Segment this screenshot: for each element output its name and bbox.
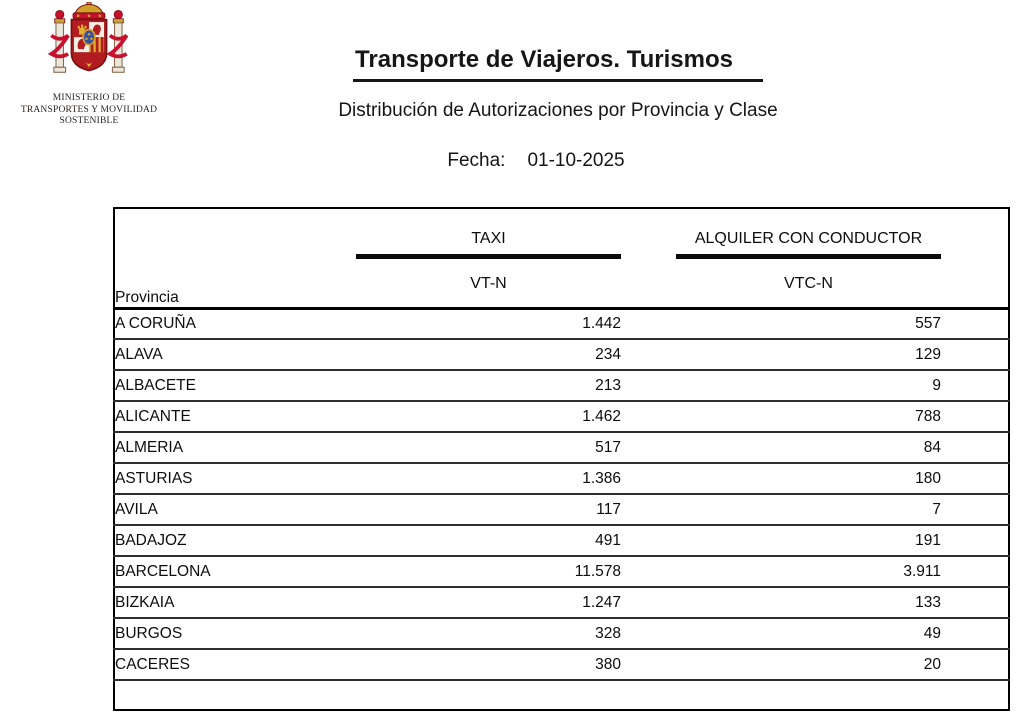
column-header-vt-n: VT-N xyxy=(470,275,507,292)
vt-n-cell: 491 xyxy=(595,531,621,549)
vtc-n-cell: 20 xyxy=(923,655,941,673)
ministry-name-line2: TRANSPORTES Y MOVILIDAD xyxy=(20,104,158,115)
column-header-vtc-n: VTC-N xyxy=(784,275,833,292)
ministry-name-line1: MINISTERIO DE xyxy=(52,93,126,103)
vtc-group-underline xyxy=(676,254,941,259)
table-row xyxy=(114,432,1009,463)
table-header-row xyxy=(114,208,1009,308)
province-cell: ALAVA xyxy=(115,345,163,363)
vt-n-cell: 213 xyxy=(595,376,621,394)
table-row xyxy=(114,556,1009,587)
vt-n-cell: 328 xyxy=(595,624,621,642)
province-cell: BARCELONA xyxy=(115,562,211,580)
vtc-n-cell: 180 xyxy=(915,469,941,487)
vt-n-cell: 11.578 xyxy=(574,562,621,580)
vtc-n-cell: 788 xyxy=(915,407,941,425)
table-row xyxy=(114,401,1009,432)
date-line xyxy=(28,150,1016,172)
table-row xyxy=(114,308,1009,339)
table-row xyxy=(114,494,1009,525)
province-cell: AVILA xyxy=(115,500,158,518)
vtc-n-cell: 49 xyxy=(923,624,941,642)
column-header-provincia: Provincia xyxy=(115,288,179,306)
vt-n-cell: 117 xyxy=(596,500,621,518)
ministry-name-line3: SOSTENIBLE xyxy=(59,116,119,126)
province-cell: A CORUÑA xyxy=(115,314,196,332)
vtc-n-cell: 3.911 xyxy=(903,562,941,580)
taxi-group-label: TAXI xyxy=(471,230,506,247)
province-cell: ALMERIA xyxy=(115,438,184,456)
page-subtitle: Distribución de Autorizaciones por Provincia y Clase xyxy=(338,100,778,121)
vtc-n-cell: 129 xyxy=(915,345,941,363)
vtc-n-cell: 9 xyxy=(932,376,941,394)
vtc-group-label: ALQUILER CON CONDUCTOR xyxy=(694,230,923,247)
vtc-n-cell: 133 xyxy=(915,593,941,611)
authorizations-table xyxy=(113,207,1010,711)
table-row xyxy=(114,339,1009,370)
vt-n-cell: 1.462 xyxy=(582,407,621,425)
table-row xyxy=(114,618,1009,649)
page-title: Transporte de Viajeros. Turismos xyxy=(353,46,763,82)
vt-n-cell: 1.442 xyxy=(582,314,621,332)
province-cell: ALBACETE xyxy=(115,376,196,394)
vt-n-cell: 1.386 xyxy=(582,469,621,487)
vtc-n-cell: 7 xyxy=(932,500,941,518)
vtc-n-cell: 191 xyxy=(915,531,941,549)
vt-n-cell: 380 xyxy=(595,655,621,673)
date-value: 01-10-2025 xyxy=(527,150,625,171)
table-row xyxy=(114,587,1009,618)
province-cell: BIZKAIA xyxy=(115,593,175,611)
vt-n-cell: 234 xyxy=(595,345,621,363)
table-row xyxy=(114,370,1009,401)
date-label: Fecha: xyxy=(447,150,506,171)
table-row xyxy=(114,649,1009,680)
table-row xyxy=(114,525,1009,556)
column-group-alquiler-con-conductor xyxy=(676,208,941,308)
vt-n-cell: 1.247 xyxy=(582,593,621,611)
vtc-n-cell: 84 xyxy=(923,438,941,456)
vtc-n-cell: 557 xyxy=(915,314,941,332)
province-cell: ASTURIAS xyxy=(115,469,193,487)
table-row-partial xyxy=(114,680,1009,710)
province-cell: CACERES xyxy=(115,655,190,673)
header-spacer xyxy=(621,208,676,308)
province-cell: BURGOS xyxy=(115,624,183,642)
province-cell: BADAJOZ xyxy=(115,531,187,549)
column-group-taxi xyxy=(356,208,621,308)
taxi-group-underline xyxy=(356,254,621,259)
header-spacer xyxy=(941,208,1009,308)
table-row xyxy=(114,463,1009,494)
vt-n-cell: 517 xyxy=(595,438,621,456)
province-cell: ALICANTE xyxy=(115,407,191,425)
